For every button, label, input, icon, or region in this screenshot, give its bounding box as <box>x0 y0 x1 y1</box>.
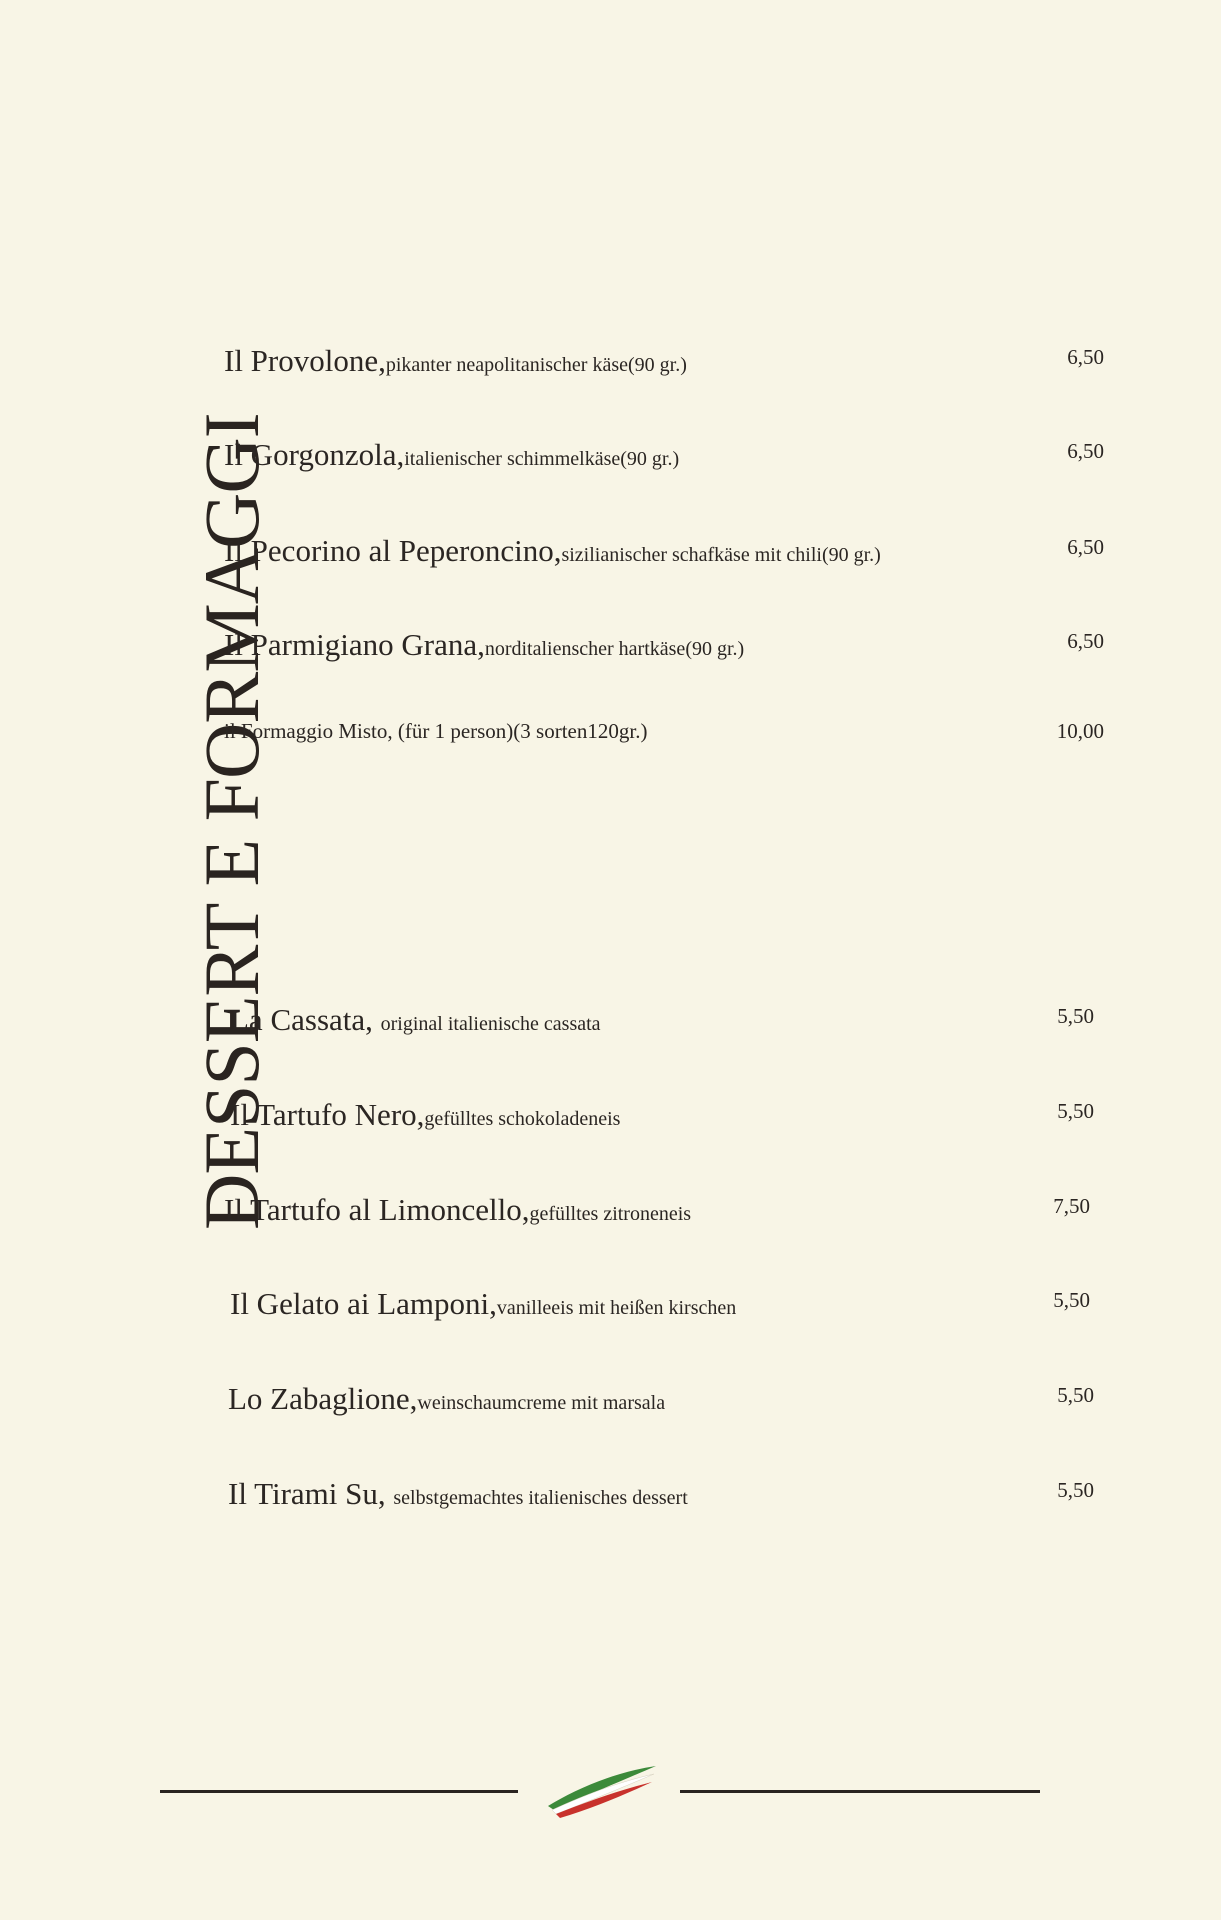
item-price: 6,50 <box>1067 629 1104 653</box>
item-price: 6,50 <box>1067 439 1104 463</box>
italian-flag-brush-icon <box>544 1760 660 1820</box>
item-description: italienischer schimmelkäse(90 gr.) <box>404 448 680 470</box>
item-description: vanilleeis mit heißen kirschen <box>496 1297 737 1319</box>
item-name: La Cassata, <box>230 1002 381 1037</box>
item-name: il Formaggio Misto, (für 1 person)(3 sorten120gr.) <box>224 719 648 743</box>
item-price: 6,50 <box>1067 345 1104 369</box>
item-name: Il Tartufo Nero, <box>230 1097 425 1132</box>
footer-divider-left <box>160 1790 518 1793</box>
item-name: Il Provolone, <box>224 343 386 378</box>
section-title: DESSERT E FORMAGGI <box>188 413 275 1230</box>
footer-divider-right <box>680 1790 1040 1793</box>
item-name: Il Tartufo al Limoncello, <box>224 1192 530 1227</box>
menu-item-cassata <box>230 1002 1094 1038</box>
item-description: original italienische cassata <box>380 1013 601 1035</box>
item-name: Il Gorgonzola, <box>224 437 405 472</box>
item-description: gefülltes schokoladeneis <box>424 1108 621 1130</box>
item-description: sizilianischer schafkäse mit chili(90 gr.) <box>561 544 881 566</box>
item-price: 5,50 <box>1057 1004 1094 1028</box>
item-name: Il Pecorino al Peperoncino, <box>224 533 562 568</box>
item-description: gefülltes zitroneneis <box>529 1203 692 1225</box>
item-price: 5,50 <box>1057 1383 1094 1407</box>
item-price: 6,50 <box>1067 535 1104 559</box>
item-name: Il Tirami Su, <box>228 1476 394 1511</box>
menu-item-gorgonzola <box>224 437 1104 473</box>
menu-item-tartufo-limoncello <box>224 1192 1090 1228</box>
item-name: Lo Zabaglione, <box>228 1381 418 1416</box>
item-description: norditalienscher hartkäse(90 gr.) <box>484 638 745 660</box>
menu-item-gelato-lamponi <box>230 1286 1090 1322</box>
item-price: 7,50 <box>1053 1194 1090 1218</box>
item-description: selbstgemachtes italienisches dessert <box>393 1487 688 1509</box>
item-description: weinschaumcreme mit marsala <box>417 1392 666 1414</box>
menu-item-zabaglione <box>228 1381 1094 1417</box>
item-price: 5,50 <box>1057 1099 1094 1123</box>
item-price: 10,00 <box>1056 719 1104 743</box>
menu-item-provolone <box>224 343 1104 379</box>
menu-item-tiramisu <box>228 1476 1094 1512</box>
menu-item-pecorino <box>224 533 1104 569</box>
item-price: 5,50 <box>1053 1288 1090 1312</box>
menu-item-parmigiano <box>224 627 1104 663</box>
menu-item-tartufo-nero <box>230 1097 1094 1133</box>
menu-item-formaggio-misto <box>224 719 1104 744</box>
item-name: Il Gelato ai Lamponi, <box>230 1286 497 1321</box>
item-name: Il Parmigiano Grana, <box>224 627 485 662</box>
item-description: pikanter neapolitanischer käse(90 gr.) <box>385 354 687 376</box>
item-price: 5,50 <box>1057 1478 1094 1502</box>
